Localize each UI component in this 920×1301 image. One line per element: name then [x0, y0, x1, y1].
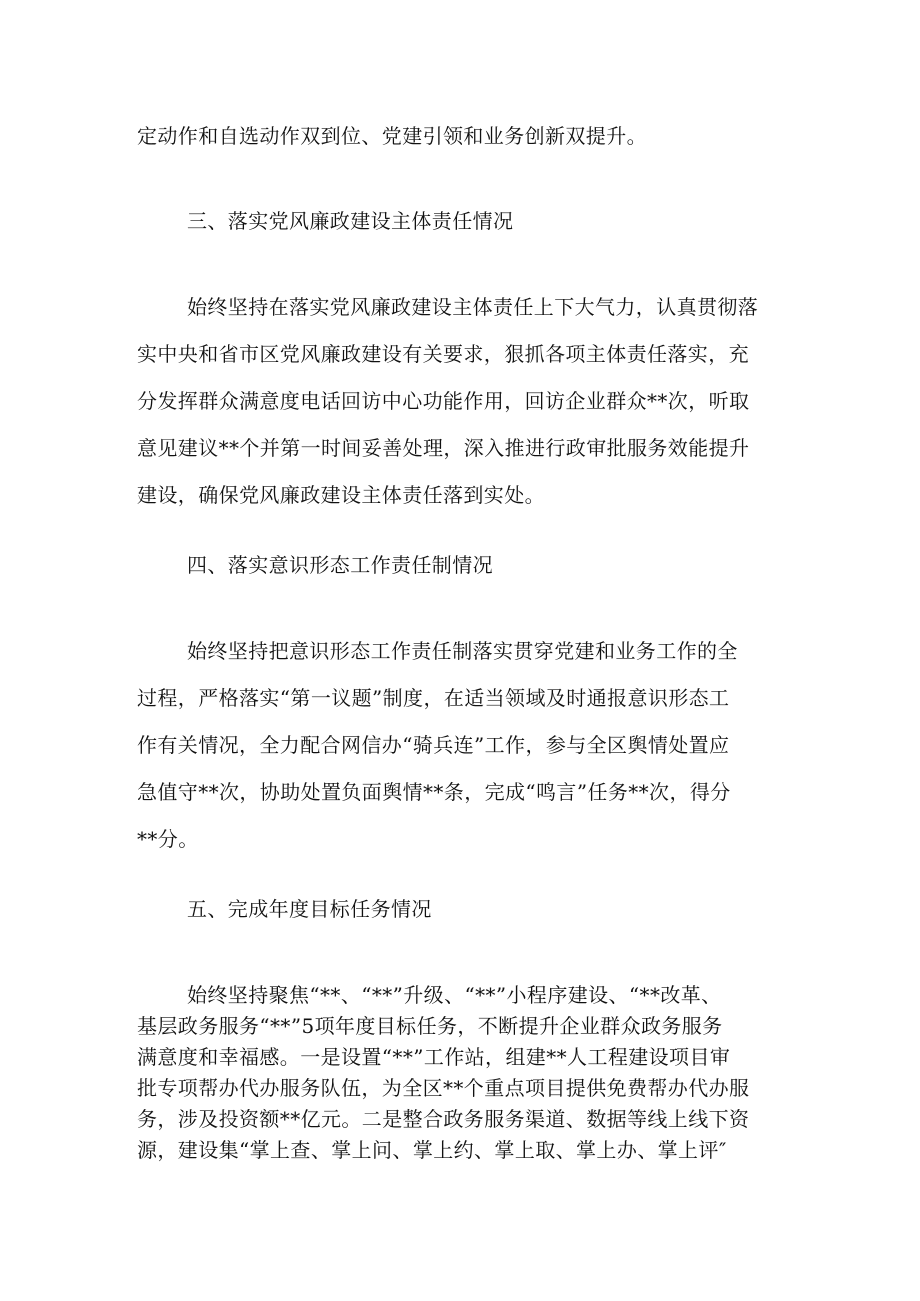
section-5-text-line: 源，建设集“掌上查、掌上问、掌上约、掌上取、掌上办、掌上评″ — [137, 1138, 727, 1162]
section-4-text-line: 作有关情况，全力配合网信办“骑兵连”工作，参与全区舆情处置应 — [137, 733, 730, 757]
section-3-text-line: 始终坚持在落实党风廉政建设主体责任上下大气力，认真贯彻落 — [187, 295, 759, 319]
section-3-heading: 三、落实党风廉政建设主体责任情况 — [187, 209, 514, 233]
section-3-text-line: 分发挥群众满意度电话回访中心功能作用，回访企业群众**次，听取 — [137, 389, 750, 413]
section-4-text-line: **分。 — [137, 827, 199, 851]
section-5-text-line: 基层政务服务“**”5项年度目标任务，不断提升企业群众政务服务 — [137, 1014, 723, 1038]
section-4-heading: 四、落实意识形态工作责任制情况 — [187, 553, 493, 577]
section-3-text-line: 建设，确保党风廉政建设主体责任落到实处。 — [137, 483, 545, 507]
section-3-text-line: 意见建议**个并第一时间妥善处理，深入推进行政审批服务效能提升 — [137, 436, 750, 460]
section-4-text-line: 过程，严格落实“第一议题”制度，在适当领域及时通报意识形态工 — [137, 686, 730, 710]
section-5-text-line: 务，涉及投资额**亿元。二是整合政务服务渠道、数据等线上线下资 — [137, 1107, 750, 1131]
section-4-text-line: 急值守**次，协助处置负面舆情**条，完成“鸣言”任务**次，得分 — [137, 780, 731, 804]
section-5-text-line: 始终坚持聚焦“**、“**”升级、“**”小程序建设、“**改革、 — [187, 983, 722, 1007]
section-5-text-line: 满意度和幸福感。一是设置“**”工作站，组建**人工程建设项目审 — [137, 1045, 731, 1069]
section-4-text-line: 始终坚持把意识形态工作责任制落实贯穿党建和业务工作的全 — [187, 639, 738, 663]
section-5-heading: 五、完成年度目标任务情况 — [187, 897, 432, 921]
section-3-text-line: 实中央和省市区党风廉政建设有关要求，狠抓各项主体责任落实，充 — [137, 342, 749, 366]
continuation-text: 定动作和自选动作双到位、党建引领和业务创新双提升。 — [137, 124, 647, 148]
section-5-text-line: 批专项帮办代办服务队伍，为全区**个重点项目提供免费帮办代办服 — [137, 1076, 750, 1100]
